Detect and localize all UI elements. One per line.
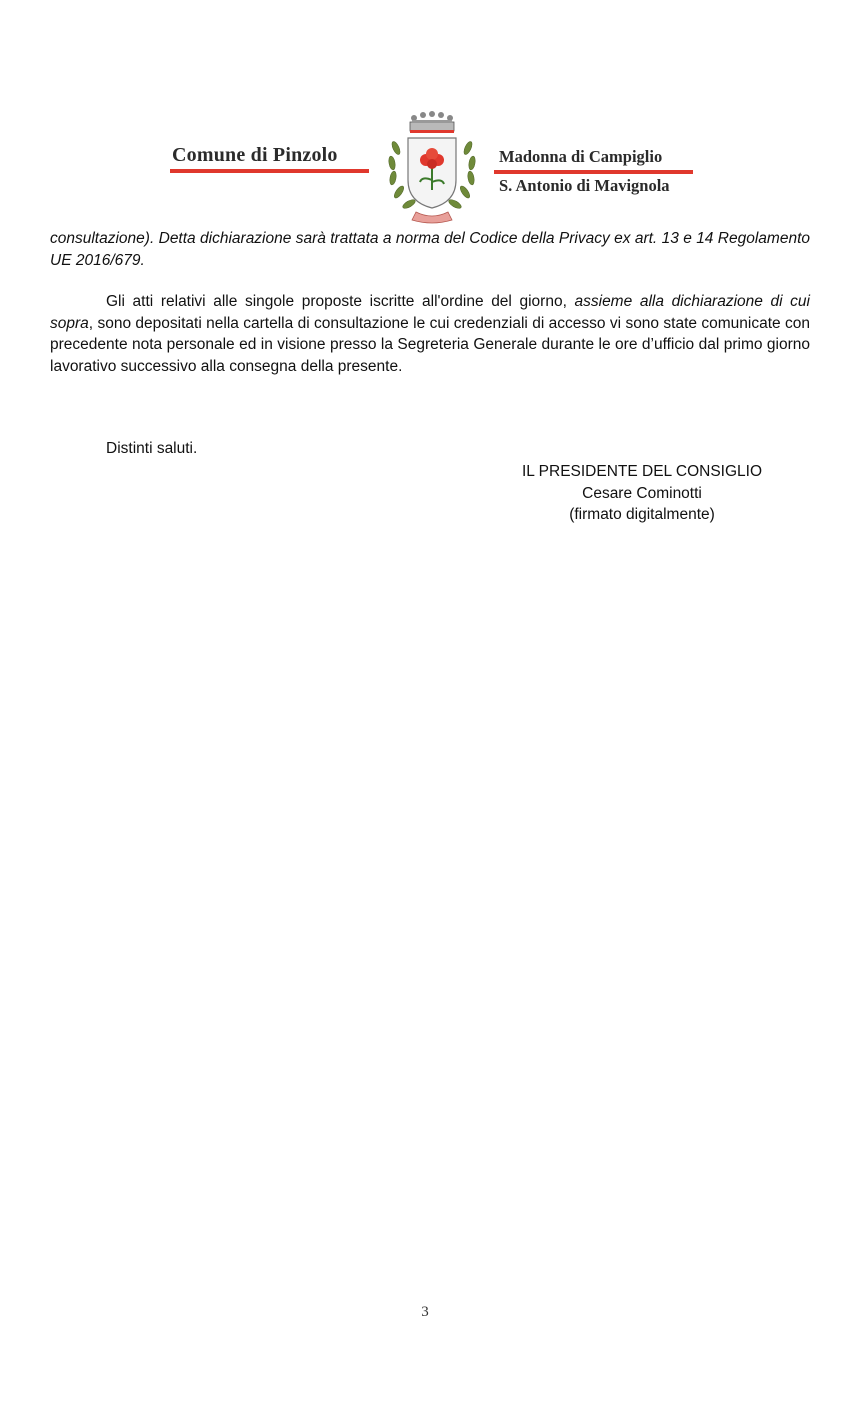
signature-block (522, 461, 762, 526)
signature-note: (firmato digitalmente) (569, 506, 715, 523)
closing-greeting: Distinti saluti. (106, 440, 198, 457)
documents-paragraph-end: , sono depositati nella cartella di consultazione le cui credenziali di accesso vi sono state comunicate con precedente nota personale ed in visione presso la Segreteria Generale durante le ore d’ufficio dal primo giorno lavorativo successivo alla consegna della presente. (50, 314, 810, 375)
locality-line-2: S. Antonio di Mavignola (499, 176, 670, 195)
signatory-title: IL PRESIDENTE DEL CONSIGLIO (522, 463, 763, 480)
documents-paragraph-italic: assieme alla dichiarazione di cui sopra (50, 293, 810, 332)
municipality-name: Comune di Pinzolo (172, 144, 338, 166)
documents-paragraph (50, 291, 810, 377)
letterhead-left-rule (170, 169, 369, 173)
locality-line-1: Madonna di Campiglio (499, 147, 663, 166)
page-number: 3 (421, 1304, 429, 1320)
letterhead (0, 0, 850, 230)
crown-icon (410, 111, 454, 133)
signatory-name: Cesare Cominotti (582, 484, 702, 502)
letterhead-right-rule (494, 170, 693, 174)
coat-of-arms-icon (376, 108, 488, 226)
privacy-paragraph: consultazione). Detta dichiarazione sarà trattata a norma del Codice della Privacy ex art. 13 e 14 Regolamento UE 2016/679. (50, 230, 810, 269)
documents-paragraph-start: Gli atti relativi alle singole proposte iscritte all'ordine del giorno, (106, 293, 575, 310)
